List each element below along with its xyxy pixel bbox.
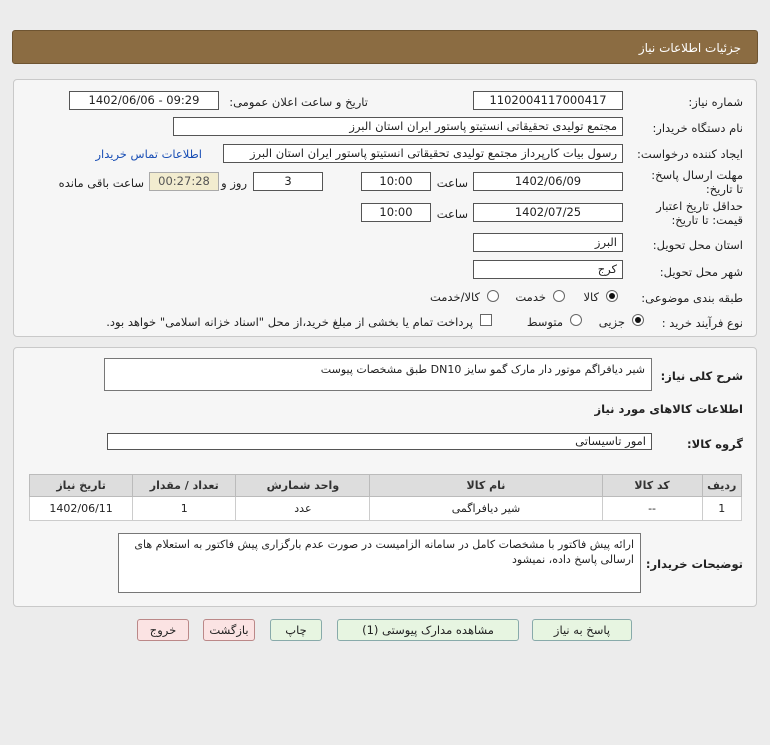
days-field: 3 <box>253 172 323 191</box>
buyer-notes-label: توضیحات خریدار: <box>645 557 743 571</box>
remaining-time-field: 00:27:28 <box>149 172 219 191</box>
validity-time-field: 10:00 <box>361 203 431 222</box>
col-name: نام کالا <box>370 475 602 497</box>
category-label: طبقه بندی موضوعی: <box>641 291 743 305</box>
need-number-field: 1102004117000417 <box>473 91 623 110</box>
goods-group-field: امور تاسیساتی <box>107 433 652 450</box>
category-option-goods-service: کالا/خدمت <box>429 290 480 304</box>
process-option-minor: جزیی <box>598 315 625 329</box>
page-title: جزئیات اطلاعات نیاز <box>638 41 741 55</box>
deadline-time-label: ساعت <box>436 176 468 190</box>
city-field: کرج <box>473 260 623 279</box>
buyer-org-field: مجتمع تولیدی تحقیقاتی انستیتو پاستور ایران استان البرز <box>173 117 623 136</box>
process-radio-medium[interactable] <box>570 314 582 326</box>
buyer-org-label: نام دستگاه خریدار: <box>652 121 743 135</box>
category-radio-goods-service[interactable] <box>487 290 499 302</box>
announce-label: تاریخ و ساعت اعلان عمومی: <box>229 95 368 109</box>
goods-info-title: اطلاعات کالاهای مورد نیاز <box>594 402 743 416</box>
validity-date-field: 1402/07/25 <box>473 203 623 222</box>
cell-name: شیر دیافراگمی <box>370 497 602 521</box>
category-radio-goods[interactable] <box>606 290 618 302</box>
deadline-time-field: 10:00 <box>361 172 431 191</box>
cell-code: -- <box>602 497 702 521</box>
category-radio-service[interactable] <box>553 290 565 302</box>
process-label: نوع فرآیند خرید : <box>661 316 743 330</box>
respond-button[interactable]: پاسخ به نیاز <box>532 619 632 641</box>
category-option-service: خدمت <box>515 290 546 304</box>
view-documents-button[interactable]: مشاهده مدارک پیوستی (1) <box>337 619 519 641</box>
process-option-medium: متوسط <box>526 315 563 329</box>
remaining-time-label: ساعت باقی مانده <box>58 176 144 190</box>
validity-label: حداقل تاریخ اعتبار قیمت: تا تاریخ: <box>656 199 743 227</box>
table-row <box>30 497 742 521</box>
col-qty: تعداد / مقدار <box>133 475 236 497</box>
cell-row: 1 <box>702 497 741 521</box>
days-label: روز و <box>221 176 247 190</box>
buyer-notes-field: ارائه پیش فاکتور با مشخصات کامل در سامانه الزامیست در صورت عدم بارگزاری پیش فاکتور به استعلام های ارسالی پاسخ داده، نمیشود <box>118 533 641 593</box>
buyer-contact-link[interactable]: اطلاعات تماس خریدار <box>95 147 202 161</box>
province-label: استان محل تحویل: <box>652 238 743 252</box>
col-code: کد کالا <box>602 475 702 497</box>
city-label: شهر محل تحویل: <box>659 265 743 279</box>
back-button[interactable]: بازگشت <box>203 619 255 641</box>
summary-label: شرح کلی نیاز: <box>660 369 743 383</box>
treasury-payment-note: پرداخت تمام یا بخشی از مبلغ خرید،از محل "اسناد خزانه اسلامی" خواهد بود. <box>106 315 473 329</box>
goods-group-label: گروه کالا: <box>687 437 743 451</box>
province-field: البرز <box>473 233 623 252</box>
goods-table <box>29 474 742 521</box>
validity-time-label: ساعت <box>436 207 468 221</box>
col-row: ردیف <box>702 475 741 497</box>
cell-date: 1402/06/11 <box>30 497 133 521</box>
cell-qty: 1 <box>133 497 236 521</box>
summary-field: شیر دیافراگم موتور دار مارک گمو سایز DN10 طبق مشخصات پیوست <box>104 358 652 391</box>
cell-unit: عدد <box>236 497 370 521</box>
announce-field: 1402/06/06 - 09:29 <box>69 91 219 110</box>
process-radio-minor[interactable] <box>632 314 644 326</box>
requester-field: رسول بیات کارپرداز مجتمع تولیدی تحقیقاتی انستیتو پاستور ایران استان البرز <box>223 144 623 163</box>
print-button[interactable]: چاپ <box>270 619 322 641</box>
deadline-date-field: 1402/06/09 <box>473 172 623 191</box>
deadline-label: مهلت ارسال پاسخ: تا تاریخ: <box>651 168 743 196</box>
goods-table-header <box>30 475 742 497</box>
treasury-payment-checkbox[interactable] <box>480 314 492 326</box>
need-number-label: شماره نیاز: <box>688 95 743 109</box>
exit-button[interactable]: خروج <box>137 619 189 641</box>
category-option-goods: کالا <box>583 290 599 304</box>
col-date: تاریخ نیاز <box>30 475 133 497</box>
col-unit: واحد شمارش <box>236 475 370 497</box>
requester-label: ایجاد کننده درخواست: <box>637 147 743 161</box>
page-header <box>12 30 758 64</box>
